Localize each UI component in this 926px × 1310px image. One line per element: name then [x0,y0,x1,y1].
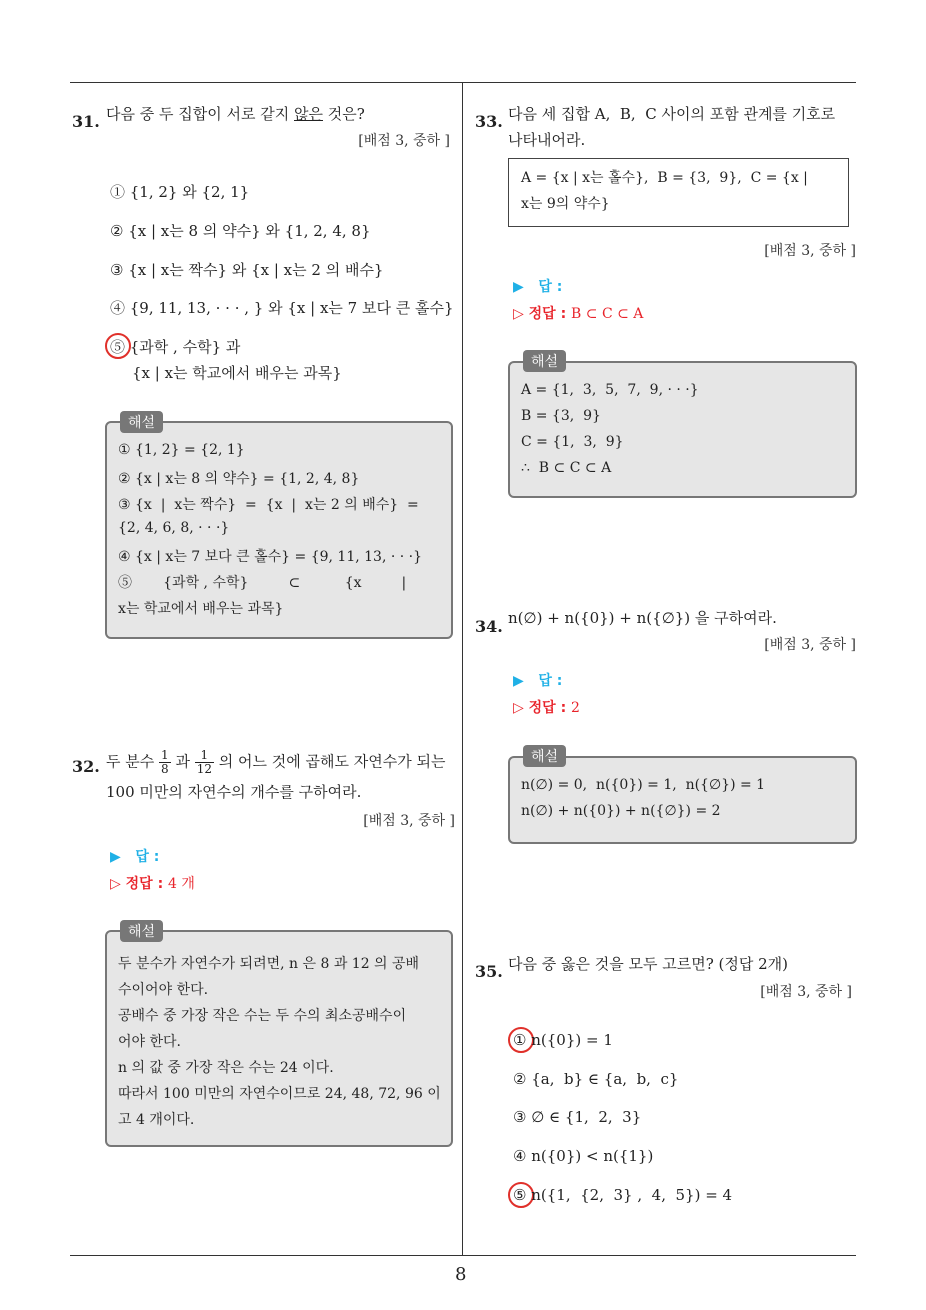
q31-option-5-cont: {x | x는 학교에서 배우는 과목} [132,364,342,382]
q31-explain-line: x는 학교에서 배우는 과목} [118,601,284,617]
q35-option-3[interactable]: ③ ∅ ∈ {1, 2, 3} [513,1108,642,1126]
q33-explain-line: A = {1, 3, 5, 7, 9, · · ·} [521,382,699,398]
q33-number: 33. [475,112,503,131]
q35-number: 35. [475,962,503,981]
q31-explain-line: ⑤ {과학 , 수학} ⊂ {x | [118,575,407,591]
q33-given-line2: x는 9의 약수} [521,196,610,212]
q33-correct-answer: ▷ 정답 : B ⊂ C ⊂ A [513,306,644,322]
q31-score: [배점 3, 중하 ] [358,133,450,149]
q34-explain-line: n(∅) = 0, n({0}) = 1, n({∅}) = 1 [521,777,766,793]
q32-score: [배점 3, 중하 ] [363,813,455,829]
q33-question: 다음 세 집합 A, B, C 사이의 포함 관계를 기호로 [508,105,836,123]
q33-explain-line: C = {1, 3, 9} [521,434,624,450]
q31-explain-line: ② {x | x는 8 의 약수} = {1, 2, 4, 8} [118,471,360,487]
q32-explain-line: 수이어야 한다. [118,982,209,998]
q32-explain-line: 따라서 100 미만의 자연수이므로 24, 48, 72, 96 이 [118,1086,441,1102]
q33-score: [배점 3, 중하 ] [764,243,856,259]
q31-explain-line: ④ {x | x는 7 보다 큰 홀수} = {9, 11, 13, · · ·} [118,549,423,565]
top-rule [70,82,856,83]
q31-explain-line: ① {1, 2} = {2, 1} [118,442,245,458]
q34-score: [배점 3, 중하 ] [764,637,856,653]
column-divider [462,82,463,1255]
q34-explanation-tag: 해설 [523,745,566,767]
q34-answer-label: ▶ 답 : [513,673,563,689]
q32-answer-label: ▶ 답 : [110,849,160,865]
page-number: 8 [455,1264,467,1285]
q35-score: [배점 3, 중하 ] [760,984,852,1000]
q35-option-2[interactable]: ② {a, b} ∈ {a, b, c} [513,1070,679,1088]
q33-explain-line: ∴ B ⊂ C ⊂ A [521,460,612,476]
bottom-rule [70,1255,856,1256]
q35-option-4[interactable]: ④ n({0}) < n({1}) [513,1147,654,1165]
q32-explain-line: 어야 한다. [118,1034,181,1050]
fraction-1-8: $\frac{1}{8}$ [161,748,169,776]
q33-question-line2: 나타내어라. [508,131,586,149]
q32-explain-line: 공배수 중 가장 작은 수는 두 수의 최소공배수이 [118,1008,407,1024]
fraction-1-12: $\frac{1}{12}$ [196,748,213,776]
q32-number: 32. [72,757,100,776]
q32-explain-line: n 의 값 중 가장 작은 수는 24 이다. [118,1060,334,1076]
q31-option-5[interactable]: ⑤ {과학 , 수학} 과 [110,338,241,356]
q31-option-3[interactable]: ③ {x | x는 짝수} 와 {x | x는 2 의 배수} [110,261,384,279]
q35-option-1[interactable]: ① n({0}) = 1 [513,1031,613,1049]
q32-question: 두 분수 $\frac{1}{8}$ 과 $\frac{1}{12}$ 의 어느 것에 곱해도 자연수가 되는 [106,748,446,776]
q33-given-box [508,158,849,227]
q32-explain-line: 고 4 개이다. [118,1112,195,1128]
q31-explain-line: {2, 4, 6, 8, · · ·} [118,520,230,536]
q33-answer-label: ▶ 답 : [513,279,563,295]
q31-option-2[interactable]: ② {x | x는 8 의 약수} 와 {1, 2, 4, 8} [110,222,371,240]
q31-explanation-tag: 해설 [120,411,163,433]
q34-explain-line: n(∅) + n({0}) + n({∅}) = 2 [521,803,721,819]
q33-explain-line: B = {3, 9} [521,408,601,424]
q35-question: 다음 중 옳은 것을 모두 고르면? (정답 2개) [508,955,789,973]
q32-correct-answer: ▷ 정답 : 4 개 [110,876,195,892]
q32-explain-line: 두 분수가 자연수가 되려면, n 은 8 과 12 의 공배 [118,956,420,972]
q31-option-1[interactable]: ① {1, 2} 와 {2, 1} [110,183,250,201]
q35-option-5[interactable]: ⑤ n({1, {2, 3} , 4, 5}) = 4 [513,1186,733,1204]
q34-explanation-box [508,756,857,844]
q32-explanation-tag: 해설 [120,920,163,942]
q33-explanation-tag: 해설 [523,350,566,372]
q32-question-line2: 100 미만의 자연수의 개수를 구하여라. [106,783,362,801]
q34-question: n(∅) + n({0}) + n({∅}) 을 구하여라. [508,609,777,627]
q34-correct-answer: ▷ 정답 : 2 [513,700,580,716]
q33-given-line1: A = {x | x는 홀수}, B = {3, 9}, C = {x | [521,170,808,186]
q31-question: 다음 중 두 집합이 서로 같지 않은 것은? [106,105,365,123]
q31-number: 31. [72,112,100,131]
q34-number: 34. [475,617,503,636]
q31-option-4[interactable]: ④ {9, 11, 13, · · · , } 와 {x | x는 7 보다 큰 홀수} [110,299,454,317]
q31-explain-line: ③ {x | x는 짝수} = {x | x는 2 의 배수} = [118,497,419,513]
